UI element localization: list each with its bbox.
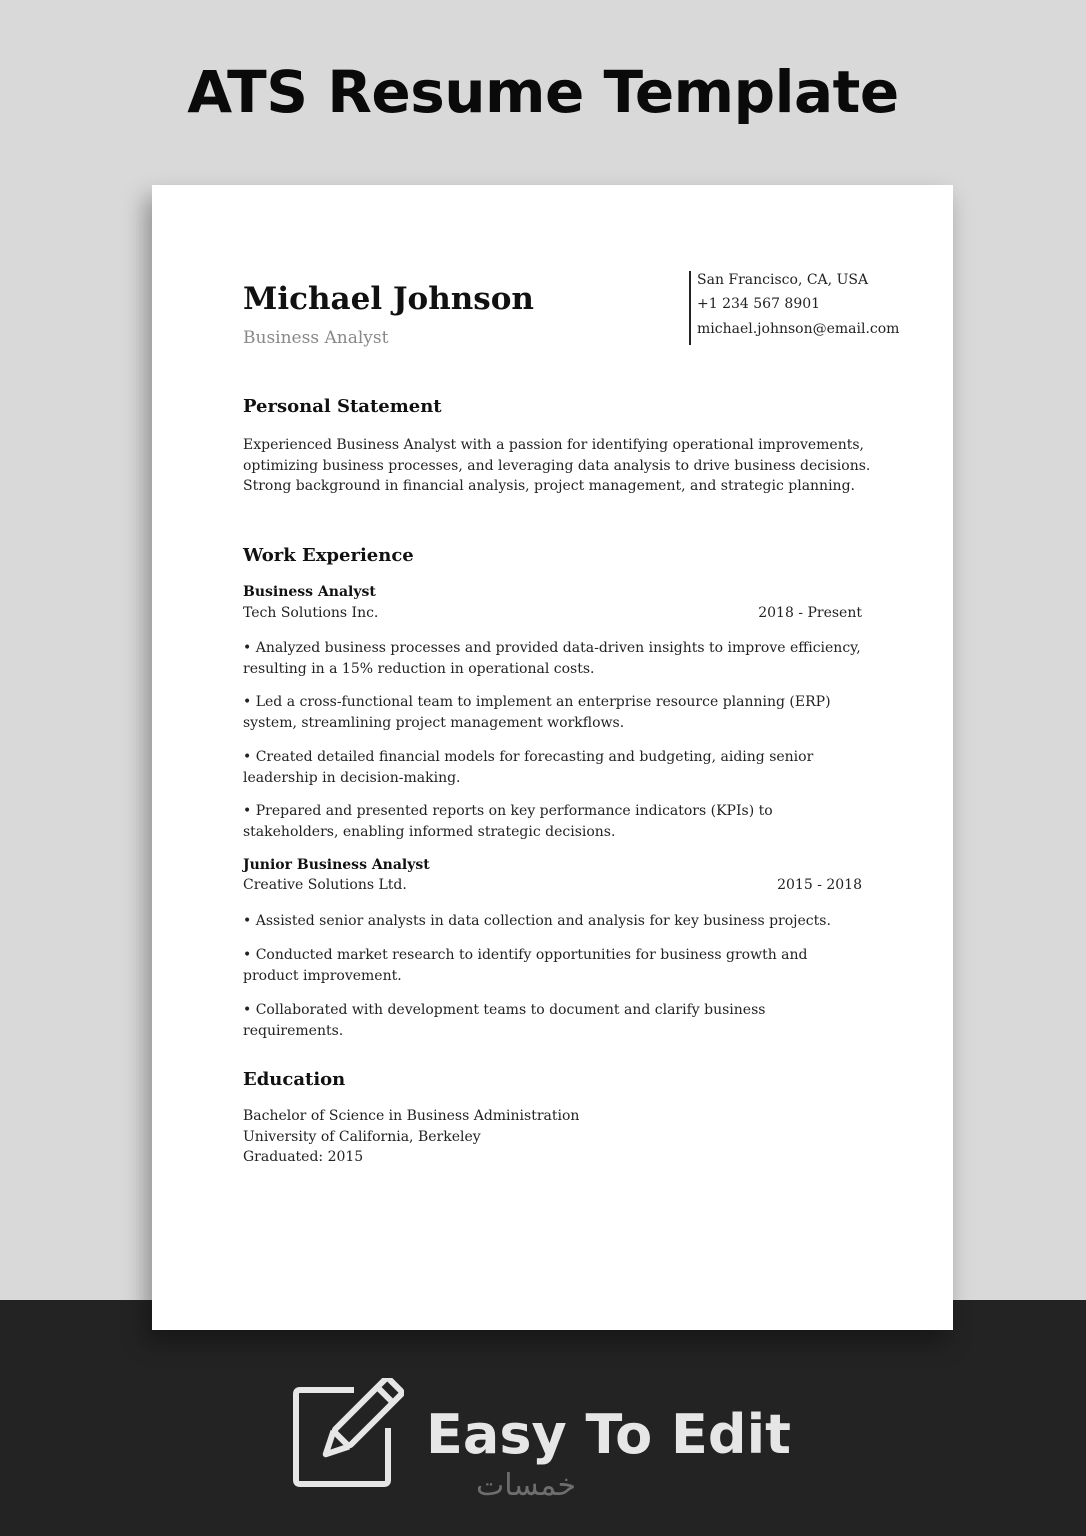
contact-location: San Francisco, CA, USA <box>697 272 869 288</box>
job-title: Business Analyst <box>243 584 376 600</box>
job-bullet: • Created detailed financial models for forecasting and budgeting, aiding senior leadership in decision-making. <box>243 749 814 786</box>
job-bullet: • Conducted market research to identify opportunities for business growth and product improvement. <box>243 947 808 984</box>
resume-role: Business Analyst <box>243 328 389 348</box>
job-bullet: • Analyzed business processes and provided data-driven insights to improve efficiency, resulting in a 15% reduction in operational costs. <box>243 640 861 677</box>
contact-email: michael.johnson@email.com <box>697 321 900 337</box>
resume-sheet <box>152 185 953 1330</box>
job-title: Junior Business Analyst <box>243 857 430 873</box>
work-experience-heading: Work Experience <box>243 545 414 566</box>
page-title: ATS Resume Template <box>187 58 899 126</box>
education-graduated: Graduated: 2015 <box>243 1149 364 1165</box>
resume-name: Michael Johnson <box>243 281 534 317</box>
contact-phone: +1 234 567 8901 <box>697 296 821 312</box>
job-bullet: • Led a cross-functional team to implement an enterprise resource planning (ERP) system, streamlining project management workflows. <box>243 694 831 731</box>
contact-divider <box>689 271 691 345</box>
job-dates: 2018 - Present <box>758 605 862 621</box>
job-company: Tech Solutions Inc. <box>243 605 379 621</box>
education-school: University of California, Berkeley <box>243 1129 481 1145</box>
easy-to-edit-label: Easy To Edit <box>426 1403 791 1466</box>
edit-pencil-icon <box>292 1378 404 1488</box>
job-bullet: • Collaborated with development teams to document and clarify business requirements. <box>243 1002 766 1039</box>
personal-statement-heading: Personal Statement <box>243 396 442 417</box>
education-heading: Education <box>243 1069 346 1090</box>
personal-statement-text: Experienced Business Analyst with a passion for identifying operational improvements, optimizing business processes, and leveraging data analysis to drive business decisions. Strong background in financial analysis, project management, and strategic planning. <box>243 437 871 494</box>
watermark-logo: خمسات <box>476 1468 577 1503</box>
job-dates: 2015 - 2018 <box>777 877 862 893</box>
education-degree: Bachelor of Science in Business Administration <box>243 1108 580 1124</box>
job-bullet: • Assisted senior analysts in data collection and analysis for key business projects. <box>243 913 831 929</box>
job-company: Creative Solutions Ltd. <box>243 877 407 893</box>
job-bullet: • Prepared and presented reports on key performance indicators (KPIs) to stakeholders, enabling informed strategic decisions. <box>243 803 773 840</box>
